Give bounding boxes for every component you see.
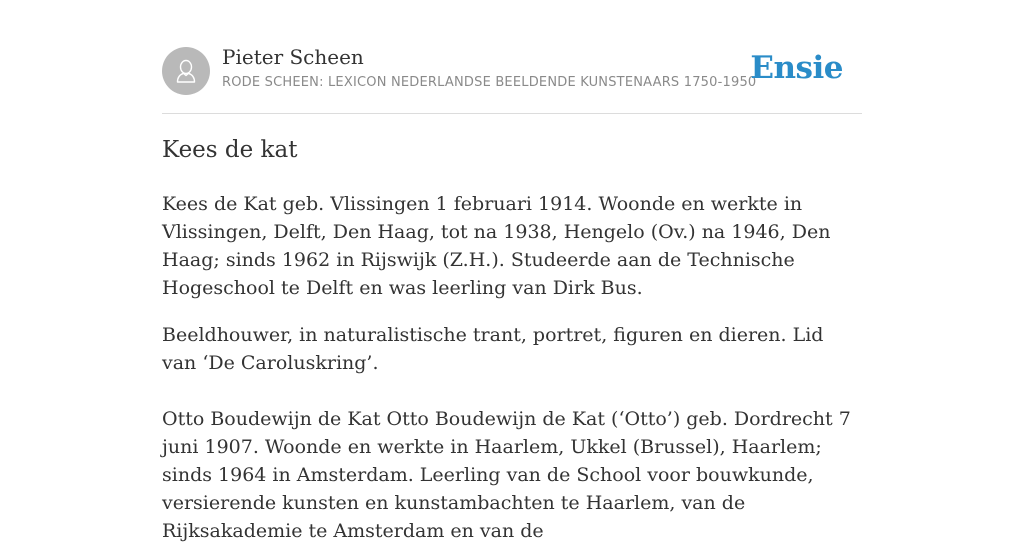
- entry-paragraph: Beeldhouwer, in naturalistische trant, portret, figuren en dieren. Lid van ‘De Caroluskring’.: [162, 324, 824, 374]
- page: [162, 0, 862, 542]
- source-label[interactable]: RODE SCHEEN: LEXICON NEDERLANDSE BEELDENDE KUNSTENAARS 1750-1950: [222, 75, 757, 90]
- entry-paragraph: Kees de Kat geb. Vlissingen 1 februari 1914. Woonde en werkte in Vlissingen, Delft, Den Haag, tot na 1938, Hengelo (Ov.) na 1946, Den Haag; sinds 1962 in Rijswijk (Z.H.). Studeerde aan de Technische Hogeschool te Delft en was leerling van Dirk Bus.: [162, 193, 831, 299]
- entry-paragraph: Otto Boudewijn de Kat Otto Boudewijn de Kat (‘Otto’) geb. Dordrecht 7 juni 1907. Woonde en werkte in Haarlem, Ukkel (Brussel), Haarlem; sinds 1964 in Amsterdam. Leerling van de School voor bouwkunde, versierende kunsten en kunstambachten te Haarlem, van de Rijksakademie te Amsterdam en van de: [162, 408, 851, 542]
- author-avatar[interactable]: [162, 47, 210, 95]
- ensie-logo[interactable]: Ensie: [750, 50, 843, 86]
- entry-content: [162, 190, 862, 545]
- author-name[interactable]: Pieter Scheen: [222, 45, 364, 69]
- user-silhouette-icon: [162, 47, 210, 95]
- header: [162, 0, 862, 114]
- entry-title: Kees de kat: [162, 137, 298, 163]
